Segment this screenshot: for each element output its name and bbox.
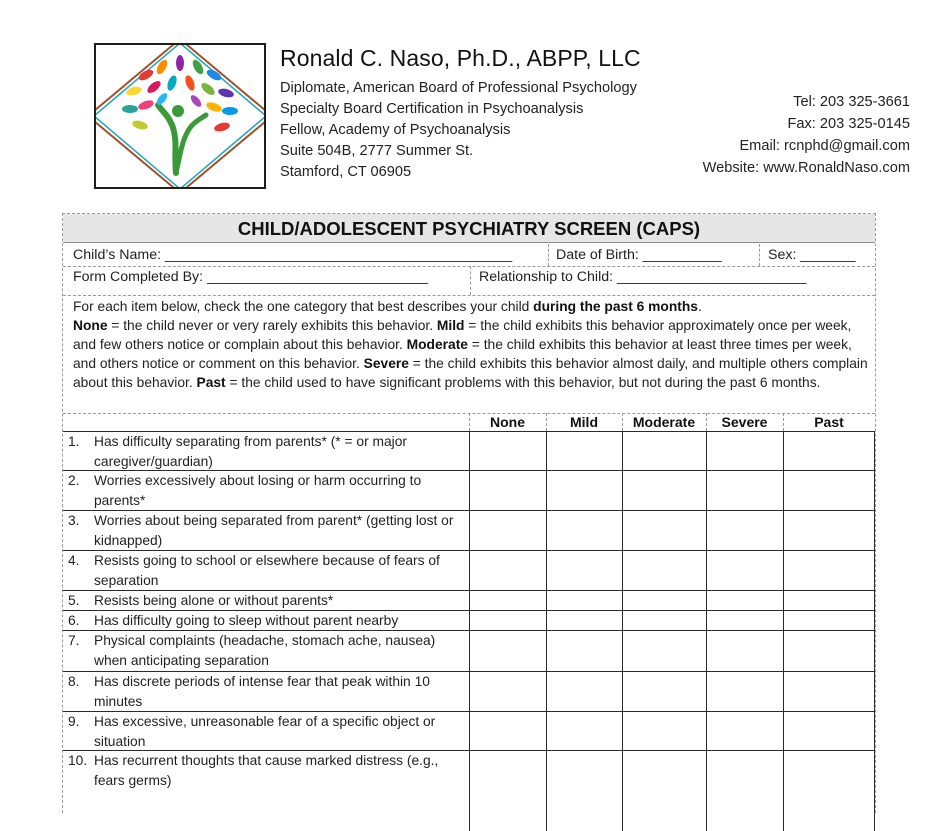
item-number: 5. bbox=[68, 593, 80, 608]
table-row bbox=[63, 471, 468, 510]
table-row bbox=[63, 611, 468, 630]
credential-line: Diplomate, American Board of Professional Psychology bbox=[280, 80, 637, 96]
column-header-mild: Mild bbox=[570, 414, 598, 430]
rating-cell-mild[interactable] bbox=[547, 591, 622, 610]
rating-cell-severe[interactable] bbox=[707, 511, 783, 550]
item-text: Physical complaints (headache, stomach ache, nausea) when anticipating separation bbox=[94, 633, 436, 668]
rating-cell-severe[interactable] bbox=[707, 591, 783, 610]
item-number: 7. bbox=[68, 633, 80, 648]
table-row bbox=[63, 751, 468, 791]
rating-cell-severe[interactable] bbox=[707, 611, 783, 630]
column-header-past: Past bbox=[814, 414, 844, 430]
field-divider bbox=[548, 244, 549, 266]
rating-cell-severe[interactable] bbox=[707, 631, 783, 671]
rating-cell-moderate[interactable] bbox=[623, 511, 706, 550]
table-row bbox=[63, 511, 468, 550]
rating-cell-severe[interactable] bbox=[707, 432, 783, 470]
item-text: Resists going to school or elsewhere because of fears of separation bbox=[94, 553, 440, 588]
rating-cell-past[interactable] bbox=[784, 432, 874, 470]
item-number: 10. bbox=[68, 753, 88, 768]
rating-cell-moderate[interactable] bbox=[623, 432, 706, 470]
item-text: Resists being alone or without parents* bbox=[94, 593, 334, 608]
item-text: Has difficulty separating from parents* (* = or major caregiver/guardian) bbox=[94, 434, 407, 469]
rating-cell-past[interactable] bbox=[784, 751, 874, 791]
rating-cell-none[interactable] bbox=[470, 511, 546, 550]
table-row bbox=[63, 712, 468, 750]
rating-cell-moderate[interactable] bbox=[623, 591, 706, 610]
rating-cell-past[interactable] bbox=[784, 611, 874, 630]
rating-cell-none[interactable] bbox=[470, 712, 546, 750]
rating-cell-past[interactable] bbox=[784, 551, 874, 590]
rating-cell-past[interactable] bbox=[784, 712, 874, 750]
contact-email[interactable]: Email: rcnphd@gmail.com bbox=[739, 138, 910, 154]
header-divider bbox=[706, 413, 707, 431]
credential-line: Specialty Board Certification in Psychoanalysis bbox=[280, 101, 584, 117]
instructions: For each item below, check the one category that best describes your child during the past 6 months. None = the child never or very rarely exhibits this behavior. Mild = the child exhibits this behavior approximately once per week, and few others notice or complain about this behavior. Moderate = the child exhibits this behavior at least three times per week, and others notice or comment on this behavior. Severe = the child exhibits this behavior almost daily, and multiple others complain about this behavior. Past = the child used to have significant problems with this behavior, but not during the past 6 months. bbox=[73, 299, 868, 390]
rating-cell-moderate[interactable] bbox=[623, 471, 706, 510]
address-line: Suite 504B, 2777 Summer St. bbox=[280, 143, 474, 159]
tree-logo-icon bbox=[96, 45, 264, 187]
rating-cell-moderate[interactable] bbox=[623, 712, 706, 750]
rating-cell-mild[interactable] bbox=[547, 751, 622, 791]
rating-cell-none[interactable] bbox=[470, 471, 546, 510]
contact-tel: Tel: 203 325-3661 bbox=[793, 94, 910, 110]
item-text: Worries about being separated from parent* (getting lost or kidnapped) bbox=[94, 513, 454, 548]
field-row-divider bbox=[63, 266, 875, 267]
contact-website[interactable]: Website: www.RonaldNaso.com bbox=[702, 160, 910, 176]
form-completed-by-field[interactable]: Form Completed By: ____________________________ bbox=[73, 269, 428, 285]
rating-cell-mild[interactable] bbox=[547, 611, 622, 630]
item-text: Has recurrent thoughts that cause marked distress (e.g., fears germs) bbox=[94, 753, 439, 788]
rating-cell-none[interactable] bbox=[470, 611, 546, 630]
field-divider bbox=[759, 244, 760, 266]
item-number: 6. bbox=[68, 613, 80, 628]
rating-cell-moderate[interactable] bbox=[623, 672, 706, 711]
item-number: 4. bbox=[68, 553, 80, 568]
rating-cell-none[interactable] bbox=[470, 591, 546, 610]
rating-cell-severe[interactable] bbox=[707, 751, 783, 791]
item-number: 1. bbox=[68, 434, 80, 449]
header-divider bbox=[546, 413, 547, 431]
credential-line: Fellow, Academy of Psychoanalysis bbox=[280, 122, 511, 138]
item-number: 3. bbox=[68, 513, 80, 528]
table-row bbox=[63, 551, 468, 590]
column-header-moderate: Moderate bbox=[632, 414, 696, 430]
rating-cell-past[interactable] bbox=[784, 672, 874, 711]
rating-cell-mild[interactable] bbox=[547, 672, 622, 711]
field-divider bbox=[470, 266, 471, 295]
item-text: Has excessive, unreasonable fear of a specific object or situation bbox=[94, 714, 436, 749]
caps-form bbox=[62, 213, 876, 813]
rating-cell-past[interactable] bbox=[784, 591, 874, 610]
table-row bbox=[63, 591, 468, 610]
date-of-birth-field[interactable]: Date of Birth: __________ bbox=[556, 247, 722, 263]
item-number: 8. bbox=[68, 674, 80, 689]
field-row-divider bbox=[63, 295, 875, 296]
table-row bbox=[63, 631, 468, 671]
rating-cell-past[interactable] bbox=[784, 631, 874, 671]
header-divider bbox=[622, 413, 623, 431]
rating-cell-severe[interactable] bbox=[707, 471, 783, 510]
logo-tree-of-life bbox=[94, 43, 266, 189]
header-divider bbox=[469, 413, 470, 431]
header-divider bbox=[783, 413, 784, 431]
child-name-field[interactable]: Child’s Name: ____________________________________________ bbox=[73, 247, 513, 263]
rating-cell-moderate[interactable] bbox=[623, 751, 706, 791]
rating-cell-none[interactable] bbox=[470, 551, 546, 590]
table-row bbox=[63, 672, 468, 711]
rating-cell-mild[interactable] bbox=[547, 631, 622, 671]
rating-cell-none[interactable] bbox=[470, 672, 546, 711]
sex-field[interactable]: Sex: _______ bbox=[768, 247, 856, 263]
rating-cell-severe[interactable] bbox=[707, 712, 783, 750]
contact-fax: Fax: 203 325-0145 bbox=[787, 116, 910, 132]
rating-cell-moderate[interactable] bbox=[623, 631, 706, 671]
rating-cell-none[interactable] bbox=[470, 751, 546, 791]
item-text: Has difficulty going to sleep without parent nearby bbox=[94, 613, 399, 628]
column-header-none: None bbox=[490, 414, 525, 430]
rating-cell-mild[interactable] bbox=[547, 551, 622, 590]
rating-cell-severe[interactable] bbox=[707, 672, 783, 711]
rating-cell-moderate[interactable] bbox=[623, 551, 706, 590]
column-header-severe: Severe bbox=[721, 414, 768, 430]
rating-cell-mild[interactable] bbox=[547, 712, 622, 750]
relationship-field[interactable]: Relationship to Child: ________________________ bbox=[479, 269, 807, 285]
item-text: Has discrete periods of intense fear that peak within 10 minutes bbox=[94, 674, 430, 709]
rating-cell-none[interactable] bbox=[470, 631, 546, 671]
rating-cell-past[interactable] bbox=[784, 471, 874, 510]
rating-cell-mild[interactable] bbox=[547, 471, 622, 510]
rating-cell-none[interactable] bbox=[470, 432, 546, 470]
form-title: CHILD/ADOLESCENT PSYCHIATRY SCREEN (CAPS) bbox=[63, 214, 875, 243]
table-row bbox=[63, 432, 468, 470]
address-line: Stamford, CT 06905 bbox=[280, 164, 412, 180]
rating-cell-moderate[interactable] bbox=[623, 611, 706, 630]
rating-cell-mild[interactable] bbox=[547, 511, 622, 550]
practice-name: Ronald C. Naso, Ph.D., ABPP, LLC bbox=[280, 45, 641, 71]
rating-cell-mild[interactable] bbox=[547, 432, 622, 470]
column-line bbox=[874, 431, 875, 831]
item-number: 2. bbox=[68, 473, 80, 488]
item-text: Worries excessively about losing or harm occurring to parents* bbox=[94, 473, 422, 508]
rating-cell-past[interactable] bbox=[784, 511, 874, 550]
rating-cell-severe[interactable] bbox=[707, 551, 783, 590]
item-number: 9. bbox=[68, 714, 80, 729]
